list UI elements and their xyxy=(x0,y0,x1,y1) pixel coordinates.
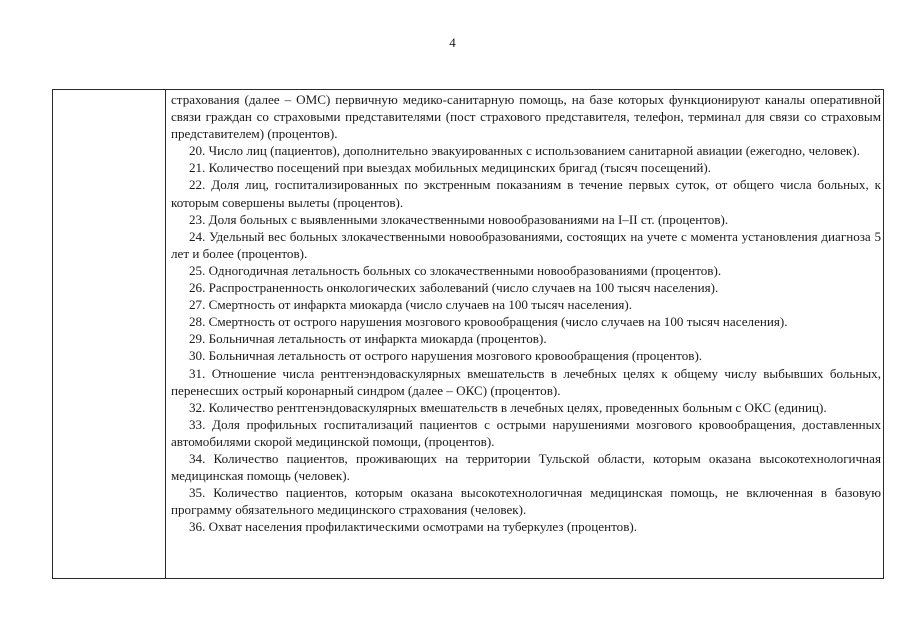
paragraph-item-23: 23. Доля больных с выявленными злокачественными новообразованиями на I–II ст. (процентов). xyxy=(189,211,729,227)
paragraph-item-27: 27. Смертность от инфаркта миокарда (число случаев на 100 тысяч населения). xyxy=(189,297,633,313)
table-left-column xyxy=(53,90,166,578)
paragraph-item-21: 21. Количество посещений при выездах мобильных медицинских бригад (тысяч посещений). xyxy=(189,160,712,176)
paragraph-item-25: 25. Одногодичная летальность больных со злокачественными новообразованиями (процентов). xyxy=(189,262,722,278)
paragraph-item-26: 26. Распространенность онкологических заболеваний (число случаев на 100 тысяч населения). xyxy=(189,280,719,296)
paragraph-item-30: 30. Больничная летальность от острого нарушения мозгового кровообращения (процентов). xyxy=(189,348,703,364)
paragraph-item-28: 28. Смертность от острого нарушения мозгового кровообращения (число случаев на 100 тысяч населения). xyxy=(189,314,788,330)
paragraph-item-34: 34. Количество пациентов, проживающих на территории Тульской области, которым оказана высокотехнологичная медицинская помощь (человек). xyxy=(171,450,881,484)
paragraph-item-24: 24. Удельный вес больных злокачественными новообразованиями, состоящих на учете с момента установления диагноза 5 лет и более (процентов). xyxy=(171,228,881,261)
paragraph-continuation: страхования (далее – ОМС) первичную медико-санитарную помощь, на базе которых функционируют каналы оперативной связи граждан со страховыми представителями (пост страхового представителя, телефон, терминал для связи со страховым представителем) (процентов). xyxy=(171,92,881,142)
table-right-column xyxy=(166,90,883,578)
paragraph-item-32: 32. Количество рентгенэндоваскулярных вмешательств в лечебных целях, проведенных больным с ОКС (единиц). xyxy=(189,399,827,415)
paragraph-item-22: 22. Доля лиц, госпитализированных по экстренным показаниям в течение первых суток, от общего числа больных, к которым совершены вылеты (процентов). xyxy=(171,177,881,210)
paragraph-item-36: 36. Охват населения профилактическими осмотрами на туберкулез (процентов). xyxy=(189,519,638,535)
paragraph-item-20: 20. Число лиц (пациентов), дополнительно эвакуированных с использованием санитарной авиации (ежегодно, человек). xyxy=(189,143,860,159)
page-number: 4 xyxy=(449,35,456,50)
paragraph-item-33: 33. Доля профильных госпитализаций пациентов с острыми нарушениями мозгового кровообращения, доставленных автомобилями скорой медицинской помощи, (процентов). xyxy=(171,416,881,449)
indicator-table xyxy=(52,89,884,579)
paragraph-item-31: 31. Отношение числа рентгенэндоваскулярных вмешательств в лечебных целях к общему числу выбывших больных, перенесших острый коронарный синдром (далее – ОКС) (процентов). xyxy=(171,365,881,398)
paragraph-item-29: 29. Больничная летальность от инфаркта миокарда (процентов). xyxy=(189,331,547,347)
paragraph-item-35: 35. Количество пациентов, которым оказана высокотехнологичная медицинская помощь, не включенная в базовую программу обязательного медицинского страхования (человек). xyxy=(171,485,881,518)
